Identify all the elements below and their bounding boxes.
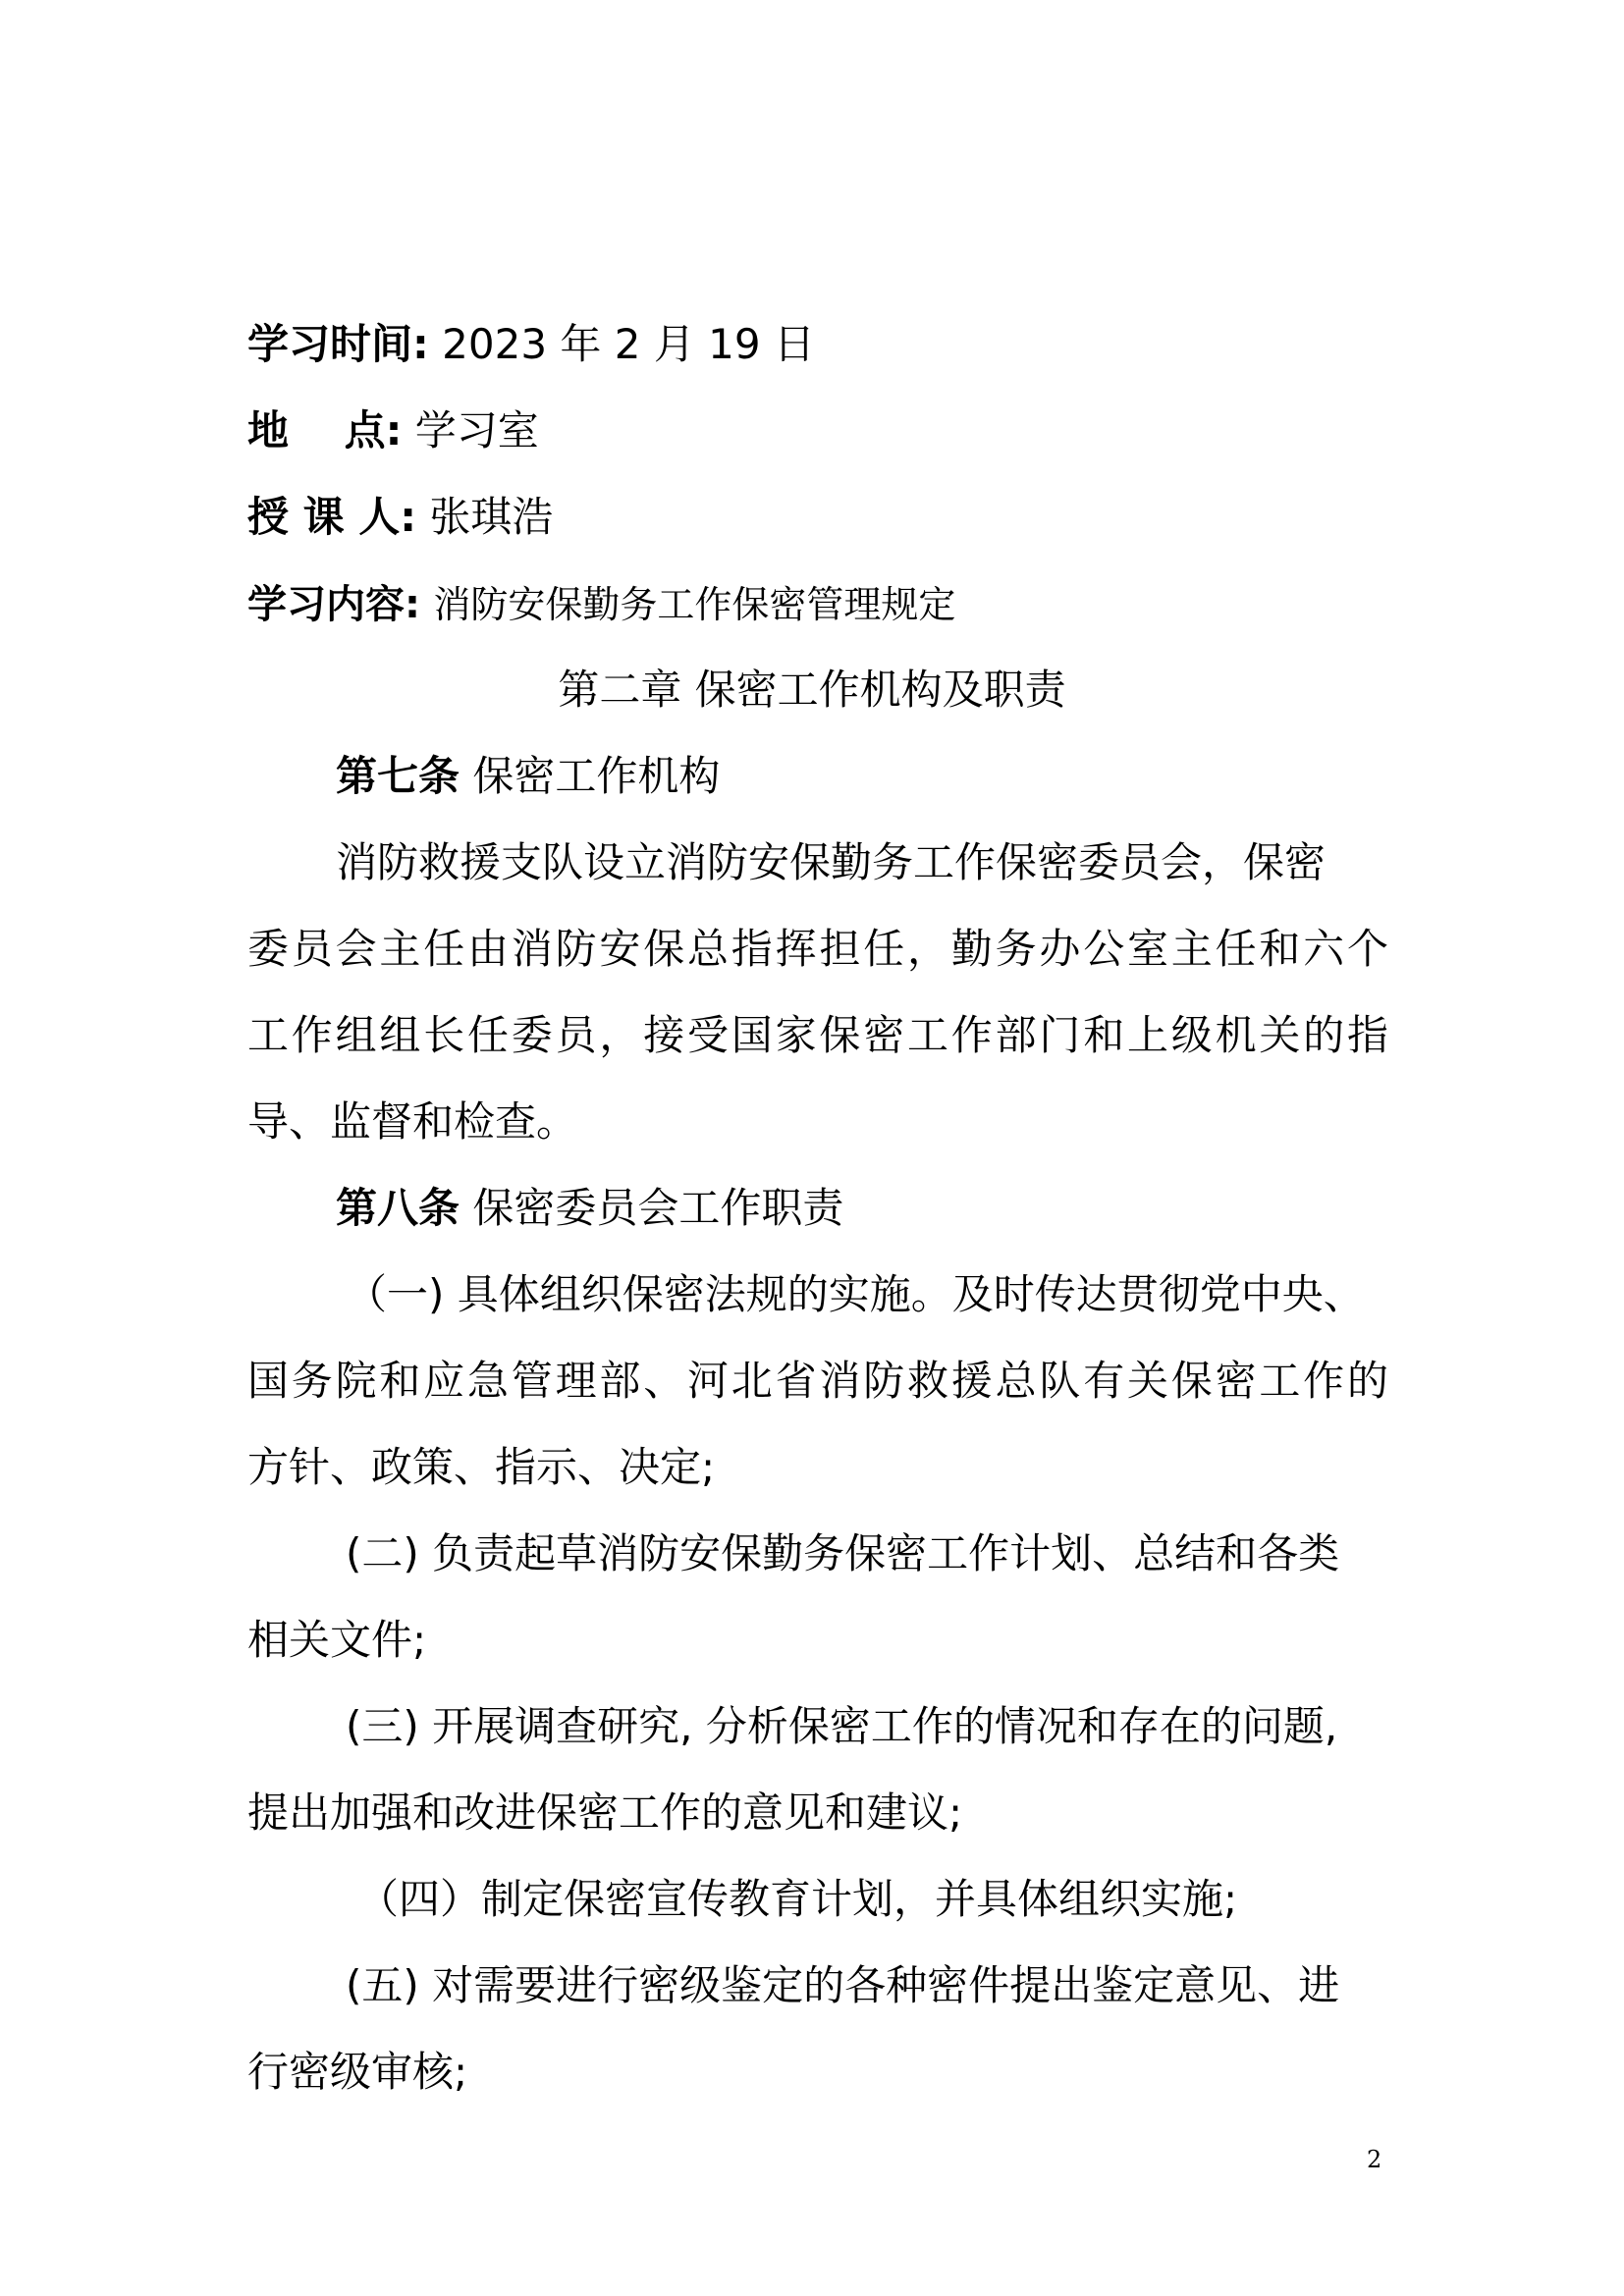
page-number: 2	[1367, 2146, 1382, 2173]
article7-title: 保密工作机构	[472, 752, 721, 800]
study-time-row	[247, 320, 815, 368]
article7-line-3: 工作组组长任委员，接受国家保密工作部门和上级机关的指	[247, 1011, 1388, 1059]
study-time-label: 学习时间:	[247, 320, 429, 368]
duty-1-line-1: （一) 具体组织保密法规的实施。及时传达贯彻党中央、	[346, 1270, 1365, 1318]
chapter-title: 第二章 保密工作机构及职责	[558, 666, 1066, 714]
duty-1-line-3: 方针、政策、指示、决定;	[247, 1443, 716, 1491]
study-time-value: 2023 年 2 月 19 日	[442, 320, 815, 368]
article7-line-1: 消防救援支队设立消防安保勤务工作保密委员会，保密	[336, 838, 1326, 886]
lecturer-row	[247, 493, 554, 541]
duty-2-line-1: (二) 负责起草消防安保勤务保密工作计划、总结和各类	[346, 1529, 1340, 1577]
duty-5-line-1: (五) 对需要进行密级鉴定的各种密件提出鉴定意见、进	[346, 1961, 1340, 2009]
article8-heading-row	[336, 1184, 844, 1232]
place-label: 地 点:	[247, 406, 403, 454]
lecturer-label: 授 课 人:	[247, 493, 417, 541]
duty-4-line-1: （四）制定保密宣传教育计划，并具体组织实施;	[357, 1875, 1238, 1923]
article8-title: 保密委员会工作职责	[472, 1184, 844, 1232]
article8-number: 第八条	[336, 1184, 460, 1232]
study-content-label: 学习内容:	[247, 582, 420, 627]
article7-line-2: 委员会主任由消防安保总指挥担任，勤务办公室主任和六个	[247, 925, 1388, 973]
lecturer-value: 张琪浩	[429, 493, 554, 541]
article7-line-4: 导、监督和检查。	[247, 1097, 578, 1146]
article7-number: 第七条	[336, 752, 460, 800]
duty-1-line-2: 国务院和应急管理部、河北省消防救援总队有关保密工作的	[247, 1357, 1388, 1405]
duty-3-line-2: 提出加强和改进保密工作的意见和建议;	[247, 1789, 963, 1837]
duty-3-line-1: (三) 开展调查研究, 分析保密工作的情况和存在的问题,	[346, 1702, 1338, 1750]
study-content-row	[247, 582, 956, 627]
place-value: 学习室	[414, 406, 539, 454]
duty-2-line-2: 相关文件;	[247, 1616, 427, 1664]
place-row	[247, 406, 539, 454]
duty-5-line-2: 行密级审核;	[247, 2048, 468, 2096]
article7-heading-row	[336, 752, 721, 800]
study-content-value: 消防安保勤务工作保密管理规定	[433, 583, 956, 626]
